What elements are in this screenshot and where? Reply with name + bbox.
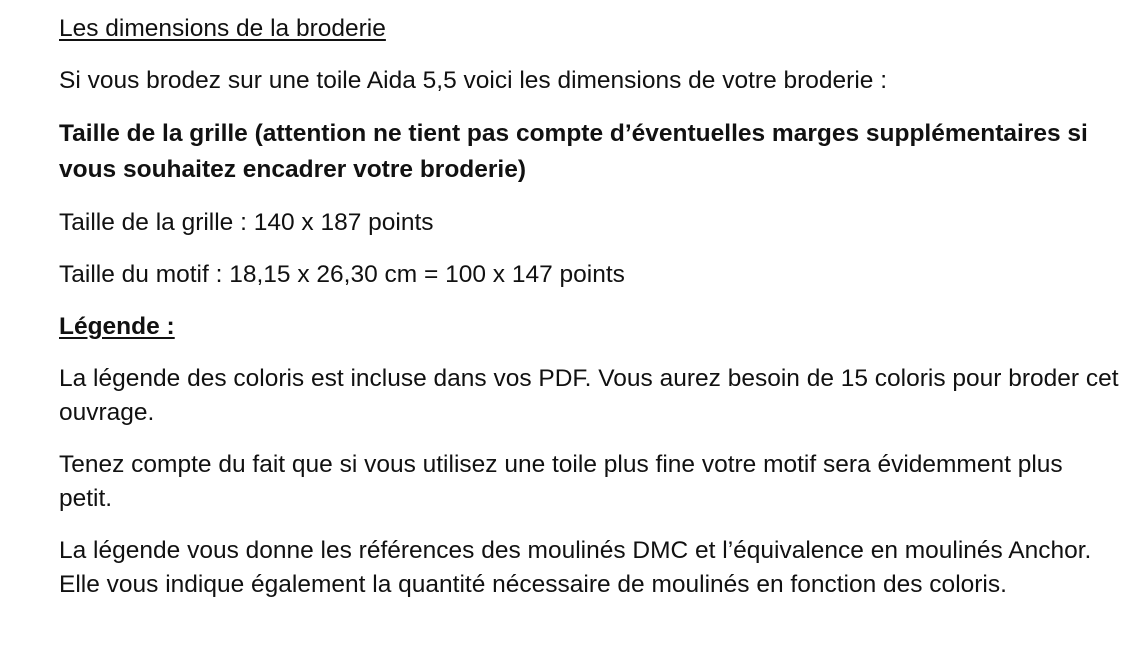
grid-size-line: Taille de la grille : 140 x 187 points [59, 209, 434, 236]
section-title: Les dimensions de la broderie [59, 15, 386, 42]
legend-paragraph-references: La légende vous donne les références des moulinés DMC et l’équivalence en moulinés Anchor. Elle vous indique également la quantité nécessaire de moulinés en fonction des coloris. [59, 537, 1092, 598]
legend-paragraph-fabric: Tenez compte du fait que si vous utilisez une toile plus fine votre motif sera évidemment plus petit. [59, 451, 1063, 512]
legend-paragraph-colors: La légende des coloris est incluse dans vos PDF. Vous aurez besoin de 15 coloris pour broder cet ouvrage. [59, 365, 1119, 426]
motif-size-line: Taille du motif : 18,15 x 26,30 cm = 100 x 147 points [59, 261, 625, 288]
legend-heading: Légende : [59, 313, 175, 340]
grid-heading: Taille de la grille (attention ne tient pas compte d’éventuelles marges supplémentaires si vous souhaitez encadrer votre broderie) [59, 120, 1088, 183]
intro-paragraph: Si vous brodez sur une toile Aida 5,5 voici les dimensions de votre broderie : [59, 67, 888, 94]
